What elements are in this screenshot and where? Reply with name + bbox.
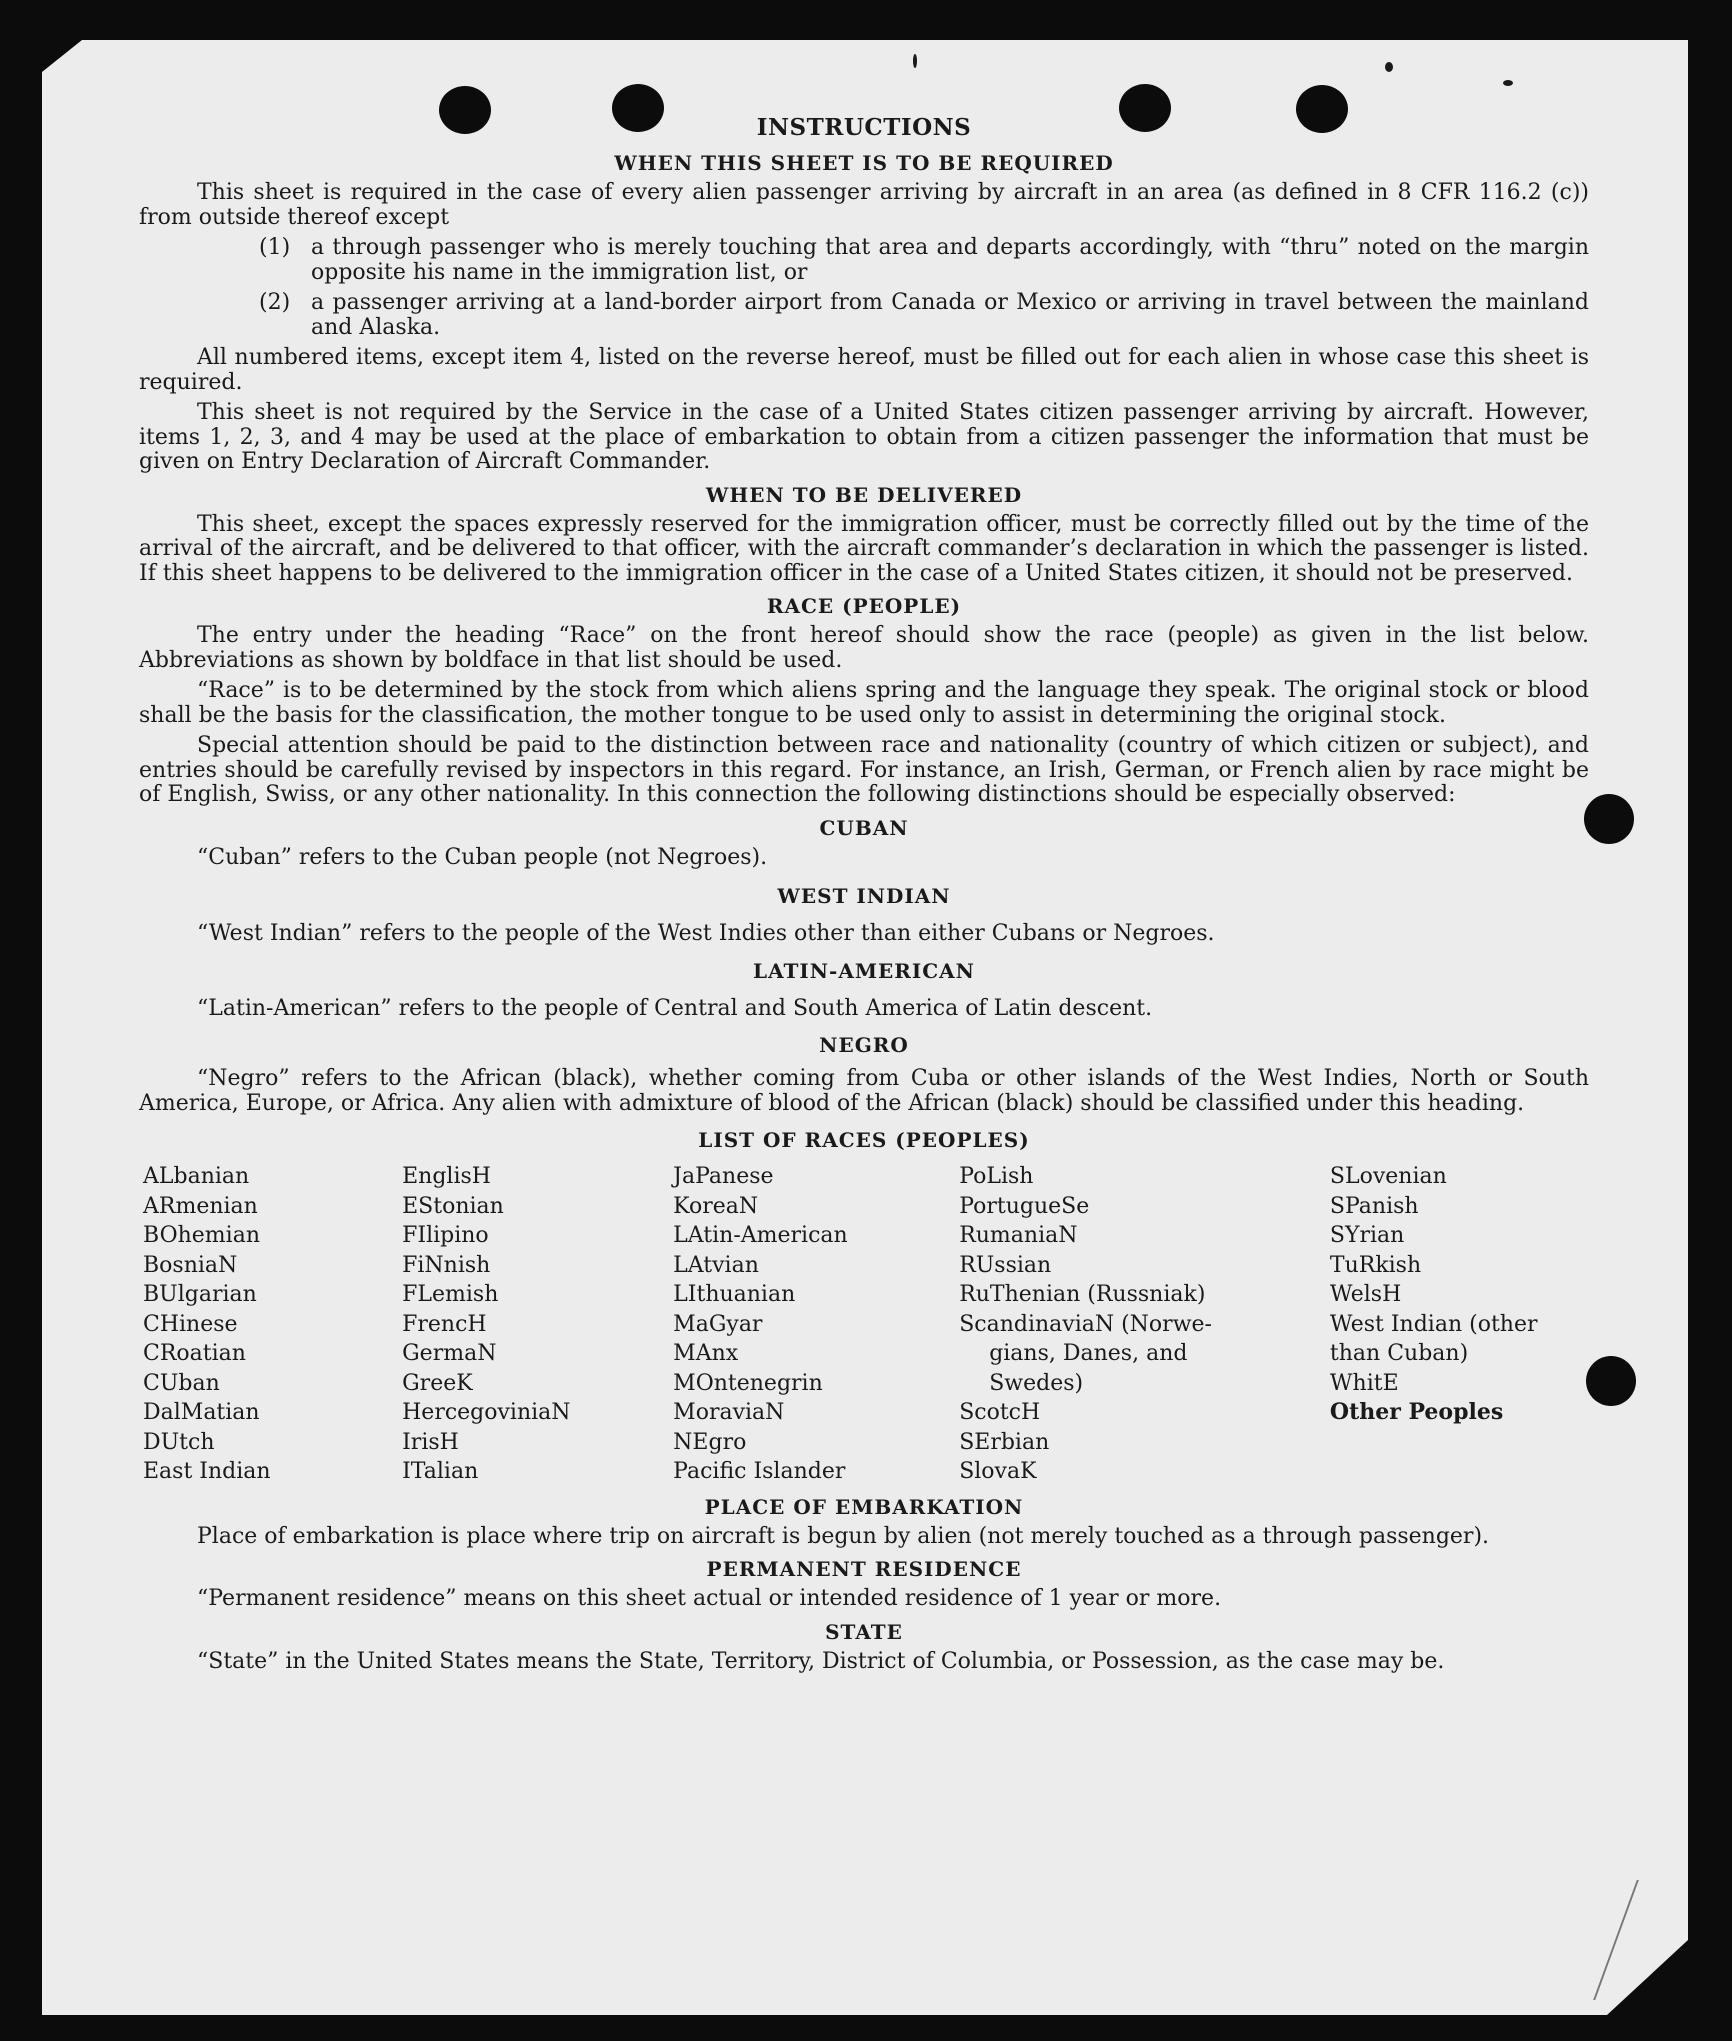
paragraph: “Cuban” refers to the Cuban people (not Negroes).: [197, 844, 768, 870]
section-heading: PLACE OF EMBARKATION: [704, 1494, 1024, 1519]
section-heading: PERMANENT RESIDENCE: [706, 1557, 1022, 1581]
race-entry: ITalian: [402, 1459, 479, 1484]
race-entry: FIlipino: [402, 1223, 489, 1248]
section-heading: LATIN-AMERICAN: [753, 958, 975, 983]
section-heading: WHEN TO BE DELIVERED: [705, 482, 1023, 507]
race-entry: CHinese: [143, 1311, 238, 1337]
race-entry: LAtin-American: [673, 1223, 848, 1248]
paragraph: “West Indian” refers to the people of the West Indies other than either Cubans or Negroes.: [197, 921, 1215, 946]
race-entry: DalMatian: [143, 1400, 260, 1425]
exception-item: [259, 291, 1589, 340]
race-entry: PortugueSe: [959, 1193, 1090, 1219]
paragraph: This sheet, except the spaces expressly reserved for the immigration officer, must be correctly filled out by the time of the arrival of the aircraft, and be delivered to that officer, with the aircraft commander’s declaration in which the passenger is listed. If this sheet happens to be delivered to the immigration officer in the case of a United States citizen, it should not be preserved.: [139, 511, 1589, 586]
race-entry: ALbanian: [143, 1164, 250, 1189]
race-entry: BosniaN: [143, 1252, 238, 1278]
race-entry: ARmenian: [143, 1193, 258, 1219]
race-entry: Other Peoples: [1329, 1399, 1504, 1425]
paragraph: “Negro” refers to the African (black), whether coming from Cuba or other islands of the West Indies, North or South America, Europe, or Africa. Any alien with admixture of blood of the African (black) should be classified under this heading.: [139, 1066, 1589, 1116]
race-entry: NEgro: [673, 1429, 747, 1455]
section-heading: WHEN THIS SHEET IS TO BE REQUIRED: [614, 151, 1114, 175]
race-entry: LIthuanian: [673, 1282, 796, 1307]
speck: [1385, 62, 1393, 72]
race-entry: GreeK: [402, 1370, 473, 1396]
race-entry: West Indian (other: [1329, 1311, 1538, 1337]
race-entry: GermaN: [402, 1341, 497, 1366]
paragraph: All numbered items, except item 4, listed on the reverse hereof, must be filled out for each alien in whose case this sheet is required.: [139, 345, 1589, 395]
section-heading: RACE (PEOPLE): [766, 594, 962, 618]
paragraph: “Permanent residence” means on this sheet actual or intended residence of 1 year or more.: [197, 1586, 1222, 1611]
page-title: INSTRUCTIONS: [756, 114, 972, 141]
race-entry: FLemish: [402, 1282, 499, 1307]
race-entry: ScandinaviaN (Norwe-: [959, 1311, 1212, 1337]
race-entry: EStonian: [402, 1193, 504, 1219]
race-entry: than Cuban): [1329, 1341, 1469, 1366]
instructions-text: [139, 114, 1589, 1680]
race-entry: JaPanese: [673, 1164, 774, 1189]
section-heading: CUBAN: [819, 815, 909, 840]
paragraph: “Latin-American” refers to the people of Central and South America of Latin descent.: [197, 995, 1153, 1021]
race-entry: MOntenegrin: [673, 1370, 823, 1396]
race-entry: gians, Danes, and: [989, 1341, 1188, 1366]
race-entry: BUlgarian: [143, 1282, 257, 1307]
item-number: (1): [259, 235, 291, 260]
race-entry: FrencH: [402, 1311, 487, 1337]
race-entry: Swedes): [989, 1370, 1084, 1396]
race-entry: KoreaN: [673, 1193, 759, 1219]
race-list: [143, 1162, 1589, 1487]
item-text: a passenger arriving at a land-border airport from Canada or Mexico or arriving in travel between the mainland and Alaska.: [311, 290, 1589, 340]
punch-hole: [1586, 1356, 1636, 1406]
race-column: [673, 1162, 959, 1487]
race-entry: East Indian: [143, 1459, 271, 1484]
race-entry: CRoatian: [143, 1341, 246, 1366]
punch-hole: [1584, 794, 1634, 844]
race-column: [959, 1162, 1330, 1487]
paragraph: “Race” is to be determined by the stock from which aliens spring and the language they speak. The original stock or blood shall be the basis for the classification, the mother tongue to be used only to assist in determining the original stock.: [139, 678, 1589, 728]
speck: [1503, 80, 1513, 86]
race-entry: TuRkish: [1329, 1252, 1422, 1278]
race-entry: MoraviaN: [673, 1400, 785, 1425]
race-entry: SYrian: [1329, 1223, 1405, 1248]
race-entry: WelsH: [1329, 1282, 1402, 1307]
race-entry: WhitE: [1329, 1370, 1399, 1396]
exception-item: [259, 236, 1589, 285]
section-heading: LIST OF RACES (PEOPLES): [698, 1128, 1030, 1152]
item-number: (2): [259, 290, 291, 315]
race-column: [143, 1162, 402, 1487]
race-entry: SPanish: [1329, 1193, 1419, 1219]
section-heading: NEGRO: [819, 1033, 909, 1057]
section-heading: WEST INDIAN: [777, 884, 951, 908]
race-entry: ScotcH: [959, 1400, 1041, 1425]
paragraph: Place of embarkation is place where trip on aircraft is begun by alien (not merely touched as a through passenger).: [197, 1523, 1490, 1549]
race-entry: RuThenian (Russniak): [959, 1282, 1206, 1307]
race-entry: SErbian: [959, 1429, 1050, 1455]
race-entry: CUban: [143, 1370, 220, 1396]
race-entry: LAtvian: [673, 1252, 759, 1278]
race-column: [402, 1162, 673, 1487]
race-entry: MaGyar: [673, 1311, 763, 1337]
paragraph: This sheet is required in the case of every alien passenger arriving by aircraft in an area (as defined in 8 CFR 116.2 (c)) from outside thereof except: [139, 180, 1589, 230]
race-column: [1330, 1162, 1589, 1487]
speck: [913, 54, 917, 68]
paragraph: The entry under the heading “Race” on the front hereof should show the race (people) as given in the list below. Abbreviations as shown by boldface in that list should be used.: [139, 623, 1589, 673]
race-entry: SLovenian: [1329, 1164, 1447, 1189]
paragraph: Special attention should be paid to the distinction between race and nationality (country of which citizen or subject), and entries should be carefully revised by inspectors in this regard. For instance, an Irish, German, or French alien by race might be of English, Swiss, or any other nationality. In this connection the following distinctions should be especially observed:: [139, 733, 1589, 807]
race-entry: FiNnish: [402, 1252, 491, 1278]
race-entry: DUtch: [143, 1429, 215, 1455]
race-entry: MAnx: [673, 1341, 739, 1366]
item-text: a through passenger who is merely touching that area and departs accordingly, with “thru” noted on the margin opposite his name in the immigration list, or: [311, 235, 1589, 285]
race-entry: Pacific Islander: [673, 1459, 846, 1484]
race-entry: BOhemian: [143, 1223, 260, 1248]
race-entry: HercegoviniaN: [402, 1400, 571, 1425]
race-entry: RumaniaN: [959, 1223, 1078, 1248]
race-entry: IrisH: [402, 1429, 459, 1455]
race-entry: PoLish: [959, 1164, 1034, 1189]
race-entry: RUssian: [959, 1252, 1052, 1278]
race-entry: SlovaK: [959, 1459, 1037, 1484]
section-heading: STATE: [825, 1619, 903, 1644]
paragraph: “State” in the United States means the State, Territory, District of Columbia, or Possession, as the case may be.: [197, 1648, 1445, 1674]
paragraph: This sheet is not required by the Service in the case of a United States citizen passenger arriving by aircraft. However, items 1, 2, 3, and 4 may be used at the place of embarkation to obtain from a citizen passenger the information that must be given on Entry Declaration of Aircraft Commander.: [139, 400, 1589, 474]
race-entry: EnglisH: [402, 1164, 491, 1189]
